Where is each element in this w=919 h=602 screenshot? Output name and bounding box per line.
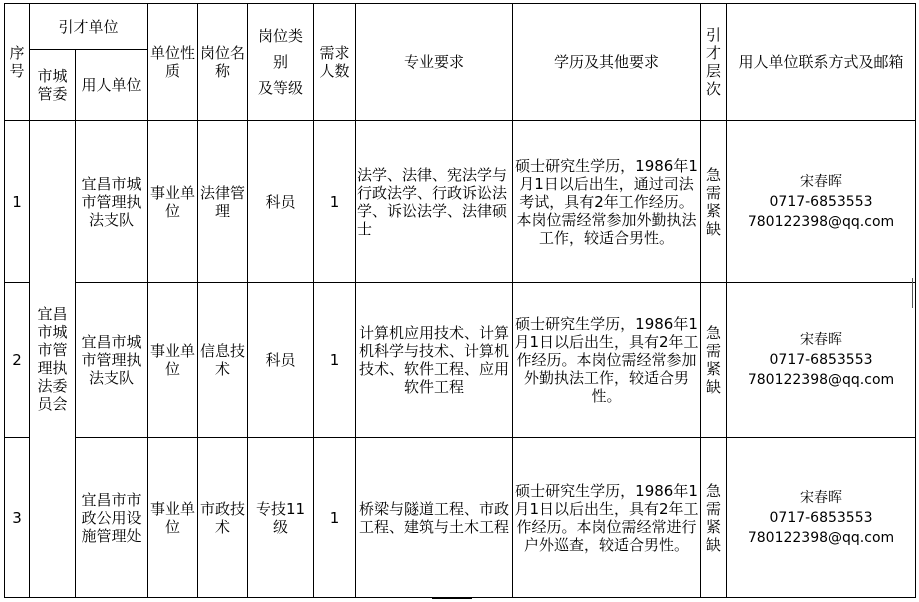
row-level: 急需紧缺 [701, 121, 727, 283]
row-employer: 宜昌市市政公用设施管理处 [76, 438, 148, 598]
header-position-category [248, 4, 314, 121]
row-seq: 2 [5, 283, 30, 438]
table-row [5, 283, 916, 438]
committee-cell: 宜昌市城市管理执法委员会 [30, 121, 76, 598]
row-employer: 宜昌市城市管理执法支队 [76, 283, 148, 438]
header-category-line-1: 岗位类 [258, 27, 304, 45]
header-category-line-2: 别 [273, 53, 289, 71]
header-employer: 用人单位 [76, 50, 148, 121]
row-level: 急需紧缺 [701, 283, 727, 438]
header-unit-nature: 单位性质 [148, 4, 198, 121]
header-unit-group: 引才单位 [30, 4, 148, 50]
row-contact [727, 283, 916, 438]
row-contact [727, 438, 916, 598]
table-row [5, 121, 916, 283]
contact-name: 宋春晖 [800, 332, 843, 348]
row-education: 硕士研究生学历，1986年1月1日以后出生，具有2年工作经历。本岗位需经常进行户外巡查，较适合男性。 [513, 438, 701, 598]
row-major: 法学、法律、宪法学与行政法学、行政诉讼法学、诉讼法学、法律硕士 [356, 121, 513, 283]
recruitment-table [4, 3, 916, 598]
row-major: 桥梁与隧道工程、市政工程、建筑与土木工程 [356, 438, 513, 598]
row-position-name: 法律管理 [198, 121, 248, 283]
row-unit-nature: 事业单位 [148, 283, 198, 438]
row-education: 硕士研究生学历，1986年1月1日以后出生，具有2年工作经历。本岗位需经常参加外勤执法工作，较适合男性。 [513, 283, 701, 438]
header-major: 专业要求 [356, 4, 513, 121]
header-seq: 序号 [5, 4, 30, 121]
contact-name: 宋春晖 [800, 489, 843, 506]
header-talent-level: 引才层次 [701, 4, 727, 121]
table-row [5, 438, 916, 598]
header-position-name: 岗位名称 [198, 4, 248, 121]
contact-phone: 0717-6853553 [769, 509, 873, 526]
header-contact: 用人单位联系方式及邮箱 [727, 4, 916, 121]
row-position-name: 市政技术 [198, 438, 248, 598]
row-headcount: 1 [314, 121, 356, 283]
row-category: 科员 [248, 121, 314, 283]
row-major: 计算机应用技术、计算机科学与技术、计算机技术、软件工程、应用软件工程 [356, 283, 513, 438]
header-category-line-3: 及等级 [258, 79, 304, 97]
contact-name: 宋春晖 [800, 173, 843, 190]
header-education: 学历及其他要求 [513, 4, 701, 121]
contact-email: 780122398@qq.com [747, 529, 895, 546]
row-unit-nature: 事业单位 [148, 438, 198, 598]
header-headcount: 需求人数 [314, 4, 356, 121]
row-headcount: 1 [314, 283, 356, 438]
row-employer: 宜昌市城市管理执法支队 [76, 121, 148, 283]
row-contact [727, 121, 916, 283]
row-level: 急需紧缺 [701, 438, 727, 598]
row-headcount: 1 [314, 438, 356, 598]
contact-email: 780122398@qq.com [747, 372, 895, 388]
page-bottom-mark [432, 597, 472, 599]
scroll-edge-mark [912, 278, 913, 308]
row-position-name: 信息技术 [198, 283, 248, 438]
row-education: 硕士研究生学历，1986年1月1日以后出生，通过司法考试，具有2年工作经历。本岗位需经常参加外勤执法工作，较适合男性。 [513, 121, 701, 283]
contact-phone: 0717-6853553 [769, 352, 873, 368]
header-row-1 [5, 4, 916, 50]
contact-email: 780122398@qq.com [747, 213, 895, 230]
row-category: 专技11级 [248, 438, 314, 598]
row-seq: 1 [5, 121, 30, 283]
contact-phone: 0717-6853553 [769, 193, 873, 210]
header-city-committee: 市城管委 [30, 50, 76, 121]
row-unit-nature: 事业单位 [148, 121, 198, 283]
row-category: 科员 [248, 283, 314, 438]
row-seq: 3 [5, 438, 30, 598]
